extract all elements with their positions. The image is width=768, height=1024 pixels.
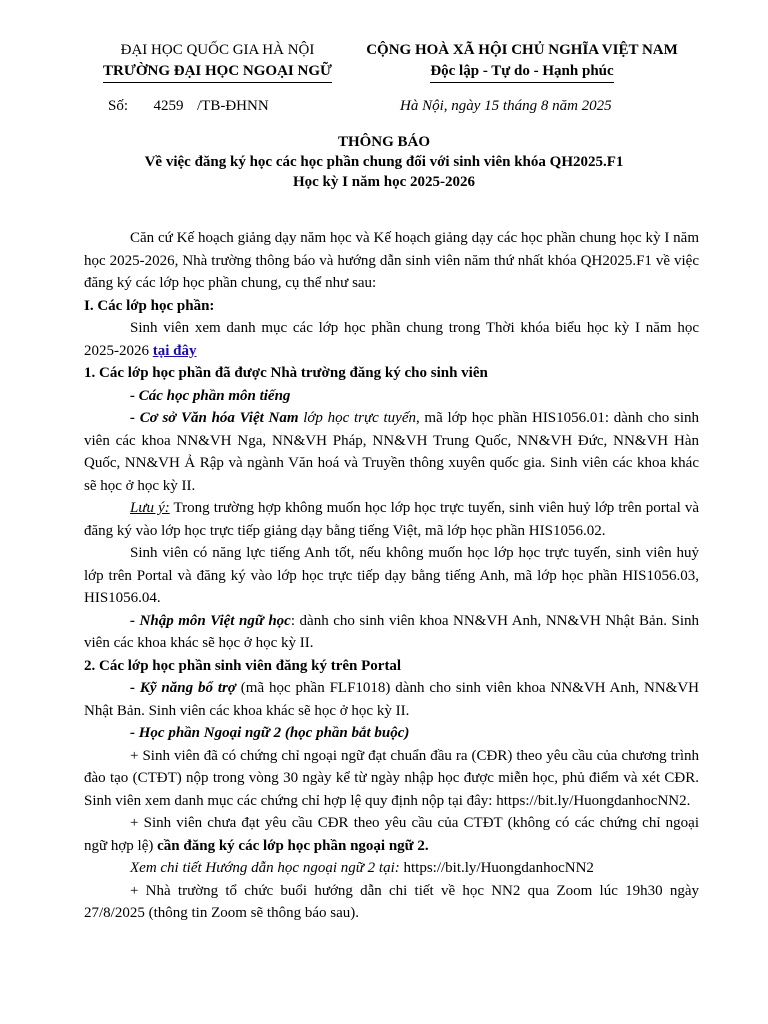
guide-link-line: Xem chi tiết Hướng dẫn học ngoại ngữ 2 tại: https://bit.ly/HuongdanhocNN2 xyxy=(130,860,594,876)
section-1-heading: I. Các lớp học phần: xyxy=(84,297,215,314)
school-name: TRƯỜNG ĐẠI HỌC NGOẠI NGỮ xyxy=(103,61,332,83)
second-language-registration: + Sinh viên chưa đạt yêu cầu CĐR theo yêu cầu của CTĐT (không có các chứng chỉ ngoại ngữ hợp lệ) cần đăng ký các lớp học phần ngoại ngữ 2. xyxy=(84,815,699,854)
subsection-2-heading: 2. Các lớp học phần sinh viên đăng ký trên Portal xyxy=(84,657,402,674)
national-motto: Độc lập - Tự do - Hạnh phúc xyxy=(430,61,613,83)
subsection-1-heading: 1. Các lớp học phần đã được Nhà trường đăng ký cho sinh viên xyxy=(84,365,488,381)
zoom-session-paragraph: + Nhà trường tổ chức buổi hướng dẫn chi tiết về học NN2 qua Zoom lúc 19h30 ngày 27/8/2025 (thông tin Zoom sẽ thông báo sau). xyxy=(84,882,699,921)
vietnamese-linguistics-item: - Nhập môn Việt ngữ học: dành cho sinh viên khoa NN&VH Anh, NN&VH Nhật Bản. Sinh viên các khoa khác sẽ học ở học kỳ II. xyxy=(84,612,699,651)
title-line-2: Về việc đăng ký học các học phần chung đối với sinh viên khóa QH2025.F1 xyxy=(144,154,624,170)
intro-paragraph: Căn cứ Kế hoạch giảng dạy năm học và Kế hoạch giảng dạy các học phần chung học kỳ I năm học 2025-2026, Nhà trường thông báo và hướng dẫn sinh viên năm thứ nhất khóa QH2025.F1 về việc đăng ký các lớp học phần chung, cụ thể như sau: xyxy=(84,230,699,291)
title-line-3: Học kỳ I năm học 2025-2026 xyxy=(292,174,476,190)
guide-url[interactable]: https://bit.ly/HuongdanhocNN2 xyxy=(399,860,594,876)
supporting-skills-item: - Kỹ năng bổ trợ (mã học phần FLF1018) dành cho sinh viên khoa NN&VH Anh, NN&VH Nhật Bản. Sinh viên các khoa khác sẽ học ở học kỳ II. xyxy=(84,680,699,719)
second-language-heading: - Học phần Ngoại ngữ 2 (học phần bắt buộc) xyxy=(130,725,410,741)
title-line-1: THÔNG BÁO xyxy=(337,134,431,150)
document-number xyxy=(108,95,269,118)
number-suffix: /TB-ĐHNN xyxy=(197,98,269,114)
document-body xyxy=(84,227,699,925)
number-label: Số: xyxy=(108,98,129,114)
national-header xyxy=(352,40,692,83)
university-name: ĐẠI HỌC QUỐC GIA HÀ NỘI xyxy=(120,42,315,58)
section-1-paragraph: Sinh viên xem danh mục các lớp học phần chung trong Thời khóa biểu học kỳ I năm học 2025-2026 tại đây xyxy=(84,320,699,359)
note-paragraph: Lưu ý: Trong trường hợp không muốn học lớp học trực tuyến, sinh viên huỷ lớp trên portal và đăng ký vào lớp học trực tiếp giảng dạy bằng tiếng Việt, mã lớp học phần HIS1056.02. xyxy=(84,500,699,539)
english-class-paragraph: Sinh viên có năng lực tiếng Anh tốt, nếu không muốn học lớp học trực tuyến, sinh viên huỷ lớp trên Portal và đăng ký vào lớp học trực tiếp dạy bằng tiếng Anh, mã lớp học phần HIS1056.03, HIS1056.04. xyxy=(84,545,699,606)
language-courses-item: - Các học phần môn tiếng xyxy=(130,387,291,404)
issuer-header xyxy=(80,40,355,83)
second-language-exemption: + Sinh viên đã có chứng chỉ ngoại ngữ đạt chuẩn đầu ra (CĐR) theo yêu cầu của chương trình đào tạo (CTĐT) nộp trong vòng 30 ngày kể từ ngày nhập học được miễn học, phủ điểm và xét CĐR. Sinh viên xem danh mục các chứng chỉ hợp lệ quy định nộp tại đây: https://bit.ly/HuongdanhocNN2. xyxy=(84,747,699,809)
country-name: CỘNG HOÀ XÃ HỘI CHỦ NGHĨA VIỆT NAM xyxy=(366,42,678,58)
number-value: 4259 xyxy=(153,98,184,114)
issue-date: Hà Nội, ngày 15 tháng 8 năm 2025 xyxy=(400,98,612,114)
document-title xyxy=(0,132,768,192)
vietnam-culture-item: - Cơ sở Văn hóa Việt Nam lớp học trực tuyến, mã lớp học phần HIS1056.01: dành cho sinh viên các khoa NN&VH Nga, NN&VH Pháp, NN&VH Trung Quốc, NN&VH Đức, NN&VH Hàn Quốc, NN&VH Ả Rập và ngành Văn hoá và Truyền thông xuyên quốc gia. Sinh viên các khoa khác sẽ học ở học kỳ II. xyxy=(84,410,699,494)
timetable-link[interactable]: tại đây xyxy=(152,342,197,359)
